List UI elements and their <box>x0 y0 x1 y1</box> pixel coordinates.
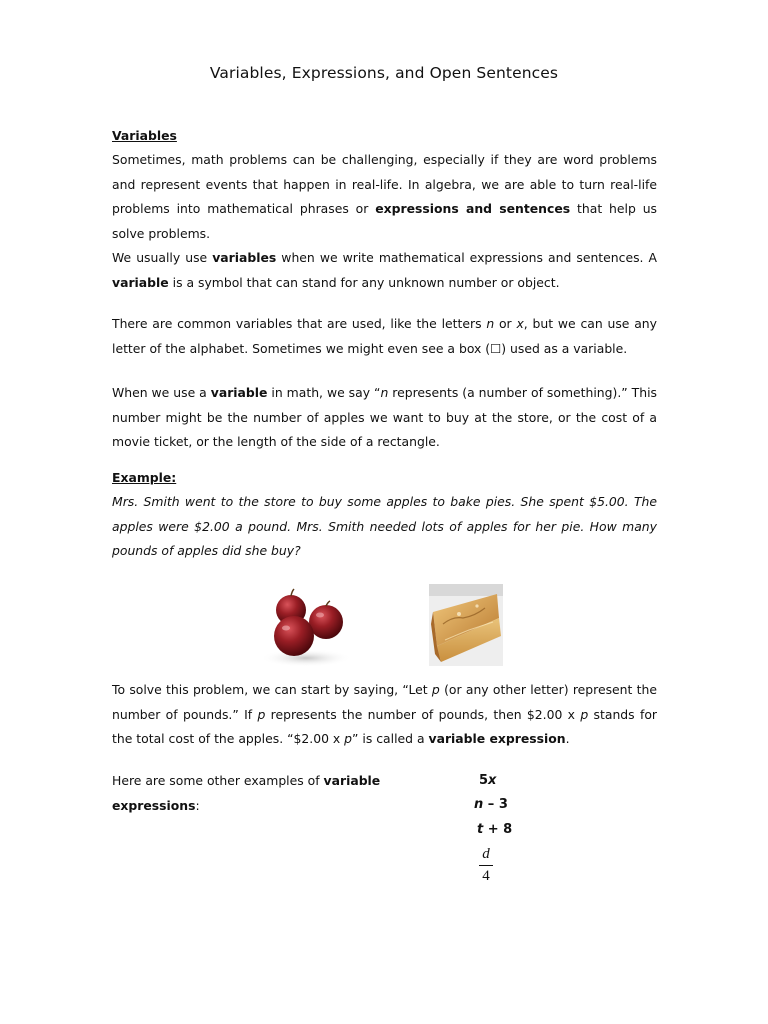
example-problem: Mrs. Smith went to the store to buy some apples to bake pies. She spent $5.00. The apples were $2.00 a pound. Mrs. Smith needed lots of apples for her pie. How many pounds of apples did she buy? <box>112 494 657 558</box>
italic-variable: p <box>580 706 589 722</box>
italic-variable: n <box>380 385 389 400</box>
variables-heading: Variables <box>112 128 177 143</box>
paragraph-variables-use <box>112 246 657 295</box>
expression-variable: t <box>477 822 484 837</box>
fraction-numerator: d <box>482 846 490 862</box>
apples-photo <box>254 586 356 668</box>
paragraph-text: There are common variables that are used, like the letters <box>112 316 487 331</box>
bold-term: expressions and sentences <box>375 201 571 216</box>
paragraph-text: represents (a number of something).” This number might be the number of apples we want to buy at the store, or the cost of a movie ticket, or the length of the side of a rectangle. <box>112 385 657 449</box>
bold-term: variable <box>112 274 169 290</box>
section-heading-variables <box>112 124 657 149</box>
paragraph-text: in math, we say “ <box>267 385 381 400</box>
example-heading: Example: <box>112 470 177 485</box>
paragraph-text: stands for the total cost of the apples. “$2.00 x <box>112 706 657 746</box>
bold-term: variable expression <box>428 731 566 746</box>
expression-operation: – 3 <box>483 797 508 812</box>
paragraph-text: or <box>494 316 517 331</box>
page-title: Variables, Expressions, and Open Sentences <box>209 64 559 82</box>
paragraph-other-examples <box>112 769 472 818</box>
expression-t-plus-8 <box>477 822 512 837</box>
expression-5x <box>479 773 496 788</box>
paragraph-text: To solve this problem, we can start by saying, “Let <box>112 682 432 697</box>
expression-variable: n <box>474 797 484 812</box>
paragraph-text: Here are some other examples of <box>112 773 324 788</box>
italic-variable: n <box>486 316 495 331</box>
expression-coefficient: 5 <box>479 773 489 788</box>
expression-n-minus-3 <box>474 797 508 812</box>
paragraph-intro <box>112 148 657 246</box>
paragraph-variable-meaning <box>112 381 657 455</box>
italic-variable: p <box>431 682 440 697</box>
italic-variable: p <box>257 706 266 722</box>
expression-d-over-4 <box>478 846 494 885</box>
bold-term: variable expressions <box>112 773 381 813</box>
italic-variable: x <box>516 316 524 331</box>
paragraph-text: that help us solve problems. <box>112 201 658 241</box>
apple-pie-photo <box>429 584 503 666</box>
paragraph-text: , but we can use any letter of the alphabet. Sometimes we might even see a box (☐) used as a variable. <box>112 316 657 356</box>
fraction-denominator: 4 <box>482 868 490 884</box>
fraction-bar <box>479 865 493 866</box>
paragraph-common-variables <box>112 312 657 361</box>
bold-term: variable <box>210 385 268 400</box>
paragraph-text: represents the number of pounds, then $2.00 x <box>265 706 581 722</box>
paragraph-solve <box>112 678 657 752</box>
bold-term: variables <box>212 250 277 265</box>
paragraph-text: when we write mathematical expressions and sentences. A <box>276 250 657 265</box>
paragraph-text: is a symbol that can stand for any unknown number or object. <box>168 274 560 290</box>
italic-variable: p <box>344 731 353 746</box>
paragraph-text: When we use a <box>112 385 211 400</box>
paragraph-text: . <box>565 731 570 746</box>
paragraph-text: We usually use <box>112 250 213 265</box>
paragraph-text: (or any other letter) represent the number of pounds.” If <box>112 682 657 722</box>
paragraph-text: Sometimes, math problems can be challenging, especially if they are word problems and represent events that happen in real-life. In algebra, we are able to turn real-life problems into mathematical phrases or <box>112 152 657 216</box>
expression-variable: x <box>488 773 497 788</box>
paragraph-text: ” is called a <box>352 731 429 746</box>
section-heading-example <box>112 466 657 491</box>
paragraph-text: : <box>195 797 200 813</box>
expression-operation: + 8 <box>483 822 513 837</box>
